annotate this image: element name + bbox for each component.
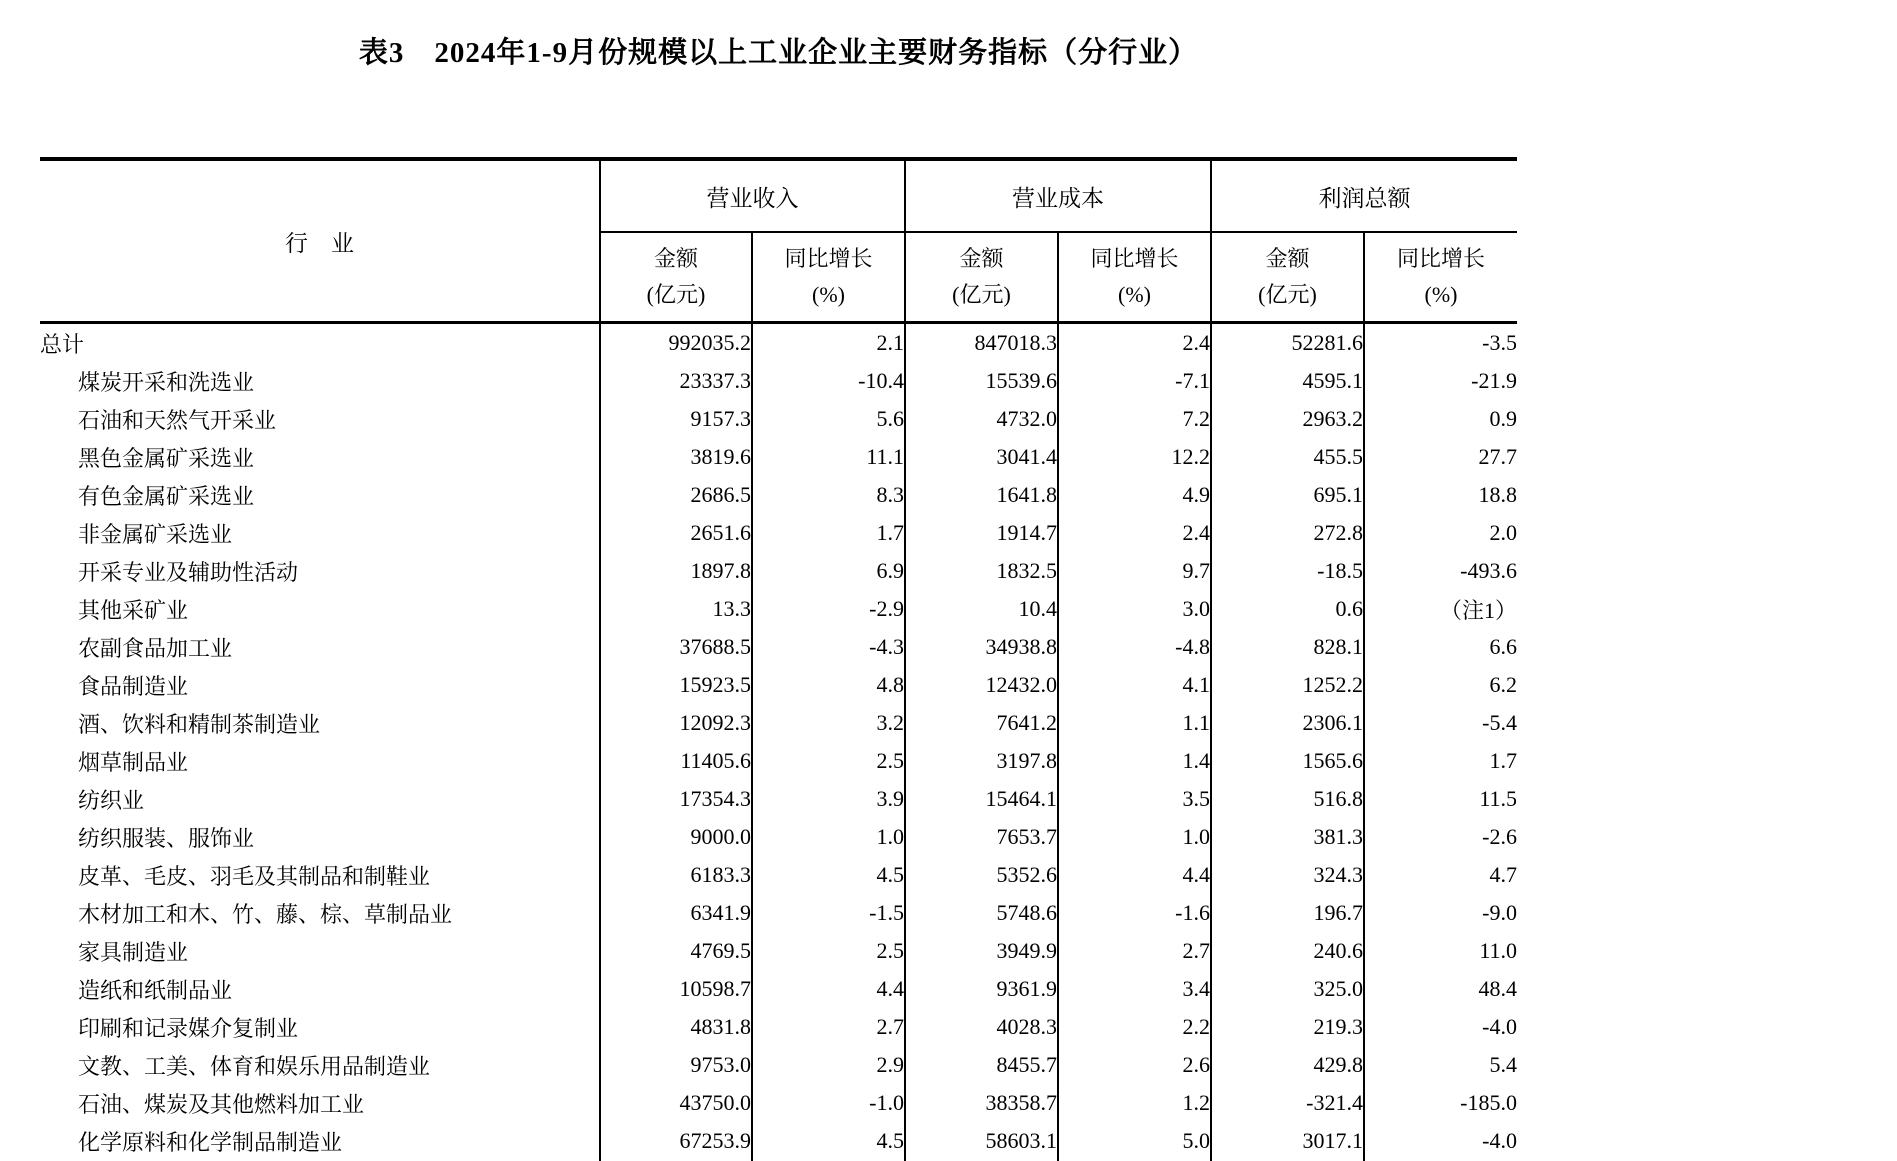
value-cell: 12432.0: [905, 666, 1058, 704]
value-cell: 2.6: [1058, 1046, 1211, 1084]
value-cell: 9361.9: [905, 970, 1058, 1008]
table-row: [40, 666, 1517, 704]
value-cell: 1252.2: [1211, 666, 1364, 704]
financial-table: [40, 157, 1517, 1161]
value-cell: 6.6: [1364, 628, 1517, 666]
value-cell: 1.7: [1364, 742, 1517, 780]
value-cell: 11405.6: [600, 742, 752, 780]
value-cell: 828.1: [1211, 628, 1364, 666]
value-cell: 23337.3: [600, 362, 752, 400]
table-wrap: [40, 157, 1517, 1161]
value-cell: 5.4: [1364, 1046, 1517, 1084]
industry-cell: 农副食品加工业: [78, 635, 233, 661]
industry-cell: 石油和天然气开采业: [78, 407, 277, 433]
value-cell: 325.0: [1211, 970, 1364, 1008]
value-cell: 7653.7: [905, 818, 1058, 856]
value-cell: 4769.5: [600, 932, 752, 970]
value-cell: 4.1: [1058, 666, 1211, 704]
value-cell: 1.2: [1058, 1084, 1211, 1122]
value-cell: 2306.1: [1211, 704, 1364, 742]
header-group-row: [40, 159, 1517, 232]
value-cell: 1832.5: [905, 552, 1058, 590]
subheader-amount-line2: (亿元): [1258, 282, 1317, 307]
industry-cell: 造纸和纸制品业: [78, 977, 233, 1003]
value-cell: 2.5: [752, 742, 905, 780]
value-cell: 695.1: [1211, 476, 1364, 514]
value-cell: 516.8: [1211, 780, 1364, 818]
table-row: [40, 323, 1517, 363]
value-cell: 3.2: [752, 704, 905, 742]
industry-cell: 化学原料和化学制品制造业: [78, 1129, 343, 1155]
value-cell: 8455.7: [905, 1046, 1058, 1084]
value-cell: 7641.2: [905, 704, 1058, 742]
value-cell: 11.1: [752, 438, 905, 476]
value-cell: 6.9: [752, 552, 905, 590]
subheader-profit-amount: [1211, 232, 1364, 323]
subheader-profit-growth: [1364, 232, 1517, 323]
value-cell: 2.2: [1058, 1008, 1211, 1046]
table-row: [40, 1046, 1517, 1084]
value-cell: 3.5: [1058, 780, 1211, 818]
value-cell: 1.7: [752, 514, 905, 552]
table-title: [40, 30, 1517, 71]
value-cell: 3.4: [1058, 970, 1211, 1008]
value-cell: 18.8: [1364, 476, 1517, 514]
value-cell: -10.4: [752, 362, 905, 400]
value-cell: 4.5: [752, 856, 905, 894]
value-cell: 2.1: [752, 323, 905, 363]
value-cell: 2.7: [752, 1008, 905, 1046]
subheader-amount-line2: (亿元): [646, 282, 706, 307]
value-cell: 58603.1: [905, 1122, 1058, 1160]
value-cell: 3819.6: [600, 438, 752, 476]
value-cell: 1.0: [752, 818, 905, 856]
value-cell: -1.5: [752, 894, 905, 932]
value-cell: 34938.8: [905, 628, 1058, 666]
value-cell: 992035.2: [600, 323, 752, 363]
subheader-cost-growth: [1058, 232, 1211, 323]
value-cell: 2.4: [1058, 323, 1211, 363]
value-cell: 2.7: [1058, 932, 1211, 970]
subheader-growth-line1: 同比增长: [1090, 246, 1179, 271]
industry-cell: 印刷和记录媒介复制业: [78, 1015, 299, 1041]
industry-cell: 木材加工和木、竹、藤、棕、草制品业: [78, 901, 453, 927]
table-row: [40, 780, 1517, 818]
industry-cell: 家具制造业: [78, 939, 189, 965]
value-cell: 7.2: [1058, 400, 1211, 438]
industry-cell: 总计: [40, 331, 85, 357]
value-cell: （注1）: [1364, 590, 1517, 628]
table-row: [40, 552, 1517, 590]
value-cell: 10.4: [905, 590, 1058, 628]
value-cell: 11.0: [1364, 932, 1517, 970]
group-header-revenue: 营业收入: [600, 159, 905, 232]
subheader-cost-amount: [905, 232, 1058, 323]
value-cell: 6183.3: [600, 856, 752, 894]
value-cell: 272.8: [1211, 514, 1364, 552]
value-cell: 4.4: [752, 970, 905, 1008]
value-cell: 4.5: [752, 1122, 905, 1160]
industry-cell: 纺织服装、服饰业: [78, 825, 255, 851]
subheader-revenue-growth: [752, 232, 905, 323]
value-cell: -7.1: [1058, 362, 1211, 400]
value-cell: 381.3: [1211, 818, 1364, 856]
industry-cell: 开采专业及辅助性活动: [78, 559, 299, 585]
table-row: [40, 438, 1517, 476]
value-cell: 1641.8: [905, 476, 1058, 514]
value-cell: 2686.5: [600, 476, 752, 514]
value-cell: 1.1: [1058, 704, 1211, 742]
value-cell: -2.6: [1364, 818, 1517, 856]
value-cell: 9.7: [1058, 552, 1211, 590]
table-row: [40, 1084, 1517, 1122]
value-cell: 5.0: [1058, 1122, 1211, 1160]
group-header-cost: 营业成本: [905, 159, 1211, 232]
table-body: [40, 323, 1517, 1161]
value-cell: 219.3: [1211, 1008, 1364, 1046]
value-cell: 9753.0: [600, 1046, 752, 1084]
table-row: [40, 628, 1517, 666]
value-cell: 13.3: [600, 590, 752, 628]
value-cell: 10598.7: [600, 970, 752, 1008]
subheader-growth-line2: (%): [812, 282, 845, 307]
value-cell: 2963.2: [1211, 400, 1364, 438]
value-cell: 429.8: [1211, 1046, 1364, 1084]
value-cell: 1914.7: [905, 514, 1058, 552]
table-row: [40, 856, 1517, 894]
value-cell: -1.0: [752, 1084, 905, 1122]
value-cell: 5.6: [752, 400, 905, 438]
value-cell: 1897.8: [600, 552, 752, 590]
value-cell: 324.3: [1211, 856, 1364, 894]
value-cell: 15923.5: [600, 666, 752, 704]
value-cell: 12.2: [1058, 438, 1211, 476]
industry-cell: 黑色金属矿采选业: [78, 445, 255, 471]
industry-cell: 其他采矿业: [78, 597, 189, 623]
value-cell: 2.5: [752, 932, 905, 970]
value-cell: 4732.0: [905, 400, 1058, 438]
value-cell: -4.3: [752, 628, 905, 666]
value-cell: -4.8: [1058, 628, 1211, 666]
value-cell: 2651.6: [600, 514, 752, 552]
industry-cell: 非金属矿采选业: [78, 521, 233, 547]
value-cell: -18.5: [1211, 552, 1364, 590]
industry-cell: 煤炭开采和洗选业: [78, 369, 255, 395]
value-cell: 1.4: [1058, 742, 1211, 780]
value-cell: 6341.9: [600, 894, 752, 932]
table-title-text: 2024年1-9月份规模以上工业企业主要财务指标（分行业）: [434, 37, 1199, 69]
value-cell: 0.6: [1211, 590, 1364, 628]
table-row: [40, 590, 1517, 628]
value-cell: 1.0: [1058, 818, 1211, 856]
value-cell: 4.9: [1058, 476, 1211, 514]
value-cell: 9157.3: [600, 400, 752, 438]
value-cell: 3.9: [752, 780, 905, 818]
industry-cell: 石油、煤炭及其他燃料加工业: [78, 1091, 365, 1117]
value-cell: 847018.3: [905, 323, 1058, 363]
value-cell: 3041.4: [905, 438, 1058, 476]
table-row: [40, 894, 1517, 932]
industry-column-header: 行 业: [40, 159, 600, 323]
subheader-growth-line2: (%): [1424, 282, 1458, 307]
value-cell: 0.9: [1364, 400, 1517, 438]
value-cell: 11.5: [1364, 780, 1517, 818]
value-cell: 3197.8: [905, 742, 1058, 780]
value-cell: 3017.1: [1211, 1122, 1364, 1160]
value-cell: 48.4: [1364, 970, 1517, 1008]
value-cell: -321.4: [1211, 1084, 1364, 1122]
value-cell: 1565.6: [1211, 742, 1364, 780]
industry-cell: 食品制造业: [78, 673, 189, 699]
value-cell: 9000.0: [600, 818, 752, 856]
value-cell: 196.7: [1211, 894, 1364, 932]
value-cell: -4.0: [1364, 1122, 1517, 1160]
value-cell: 4595.1: [1211, 362, 1364, 400]
industry-cell: 纺织业: [78, 787, 145, 813]
subheader-revenue-amount: [600, 232, 752, 323]
value-cell: 15464.1: [905, 780, 1058, 818]
value-cell: 43750.0: [600, 1084, 752, 1122]
subheader-growth-line1: 同比增长: [784, 246, 873, 271]
table-row: [40, 514, 1517, 552]
industry-cell: 皮革、毛皮、羽毛及其制品和制鞋业: [78, 863, 431, 889]
table-row: [40, 742, 1517, 780]
subheader-growth-line2: (%): [1118, 282, 1151, 307]
value-cell: 3949.9: [905, 932, 1058, 970]
value-cell: 5748.6: [905, 894, 1058, 932]
value-cell: -5.4: [1364, 704, 1517, 742]
table-row: [40, 1008, 1517, 1046]
value-cell: -1.6: [1058, 894, 1211, 932]
table-row: [40, 1122, 1517, 1160]
value-cell: 4028.3: [905, 1008, 1058, 1046]
value-cell: 4.4: [1058, 856, 1211, 894]
value-cell: 4.8: [752, 666, 905, 704]
value-cell: 37688.5: [600, 628, 752, 666]
table-row: [40, 970, 1517, 1008]
value-cell: 2.9: [752, 1046, 905, 1084]
value-cell: 3.0: [1058, 590, 1211, 628]
subheader-amount-line1: 金额: [959, 246, 1004, 271]
value-cell: 67253.9: [600, 1122, 752, 1160]
value-cell: -493.6: [1364, 552, 1517, 590]
value-cell: 52281.6: [1211, 323, 1364, 363]
table-number: 表3: [358, 37, 405, 69]
value-cell: 8.3: [752, 476, 905, 514]
value-cell: 2.4: [1058, 514, 1211, 552]
value-cell: -3.5: [1364, 323, 1517, 363]
subheader-amount-line1: 金额: [653, 246, 698, 271]
value-cell: -4.0: [1364, 1008, 1517, 1046]
value-cell: 38358.7: [905, 1084, 1058, 1122]
group-header-profit: 利润总额: [1211, 159, 1517, 232]
value-cell: 2.0: [1364, 514, 1517, 552]
value-cell: 455.5: [1211, 438, 1364, 476]
value-cell: 4.7: [1364, 856, 1517, 894]
table-row: [40, 932, 1517, 970]
value-cell: 5352.6: [905, 856, 1058, 894]
value-cell: 17354.3: [600, 780, 752, 818]
value-cell: 240.6: [1211, 932, 1364, 970]
value-cell: -2.9: [752, 590, 905, 628]
value-cell: -185.0: [1364, 1084, 1517, 1122]
value-cell: 12092.3: [600, 704, 752, 742]
subheader-amount-line1: 金额: [1265, 246, 1310, 271]
table-row: [40, 704, 1517, 742]
industry-cell: 有色金属矿采选业: [78, 483, 255, 509]
industry-cell: 烟草制品业: [78, 749, 189, 775]
table-row: [40, 362, 1517, 400]
value-cell: 4831.8: [600, 1008, 752, 1046]
table-row: [40, 818, 1517, 856]
value-cell: 6.2: [1364, 666, 1517, 704]
table-row: [40, 476, 1517, 514]
value-cell: 15539.6: [905, 362, 1058, 400]
subheader-growth-line1: 同比增长: [1396, 246, 1485, 271]
subheader-amount-line2: (亿元): [952, 282, 1011, 307]
industry-cell: 文教、工美、体育和娱乐用品制造业: [78, 1053, 431, 1079]
value-cell: 27.7: [1364, 438, 1517, 476]
table-row: [40, 400, 1517, 438]
industry-cell: 酒、饮料和精制茶制造业: [78, 711, 321, 737]
value-cell: -9.0: [1364, 894, 1517, 932]
value-cell: -21.9: [1364, 362, 1517, 400]
